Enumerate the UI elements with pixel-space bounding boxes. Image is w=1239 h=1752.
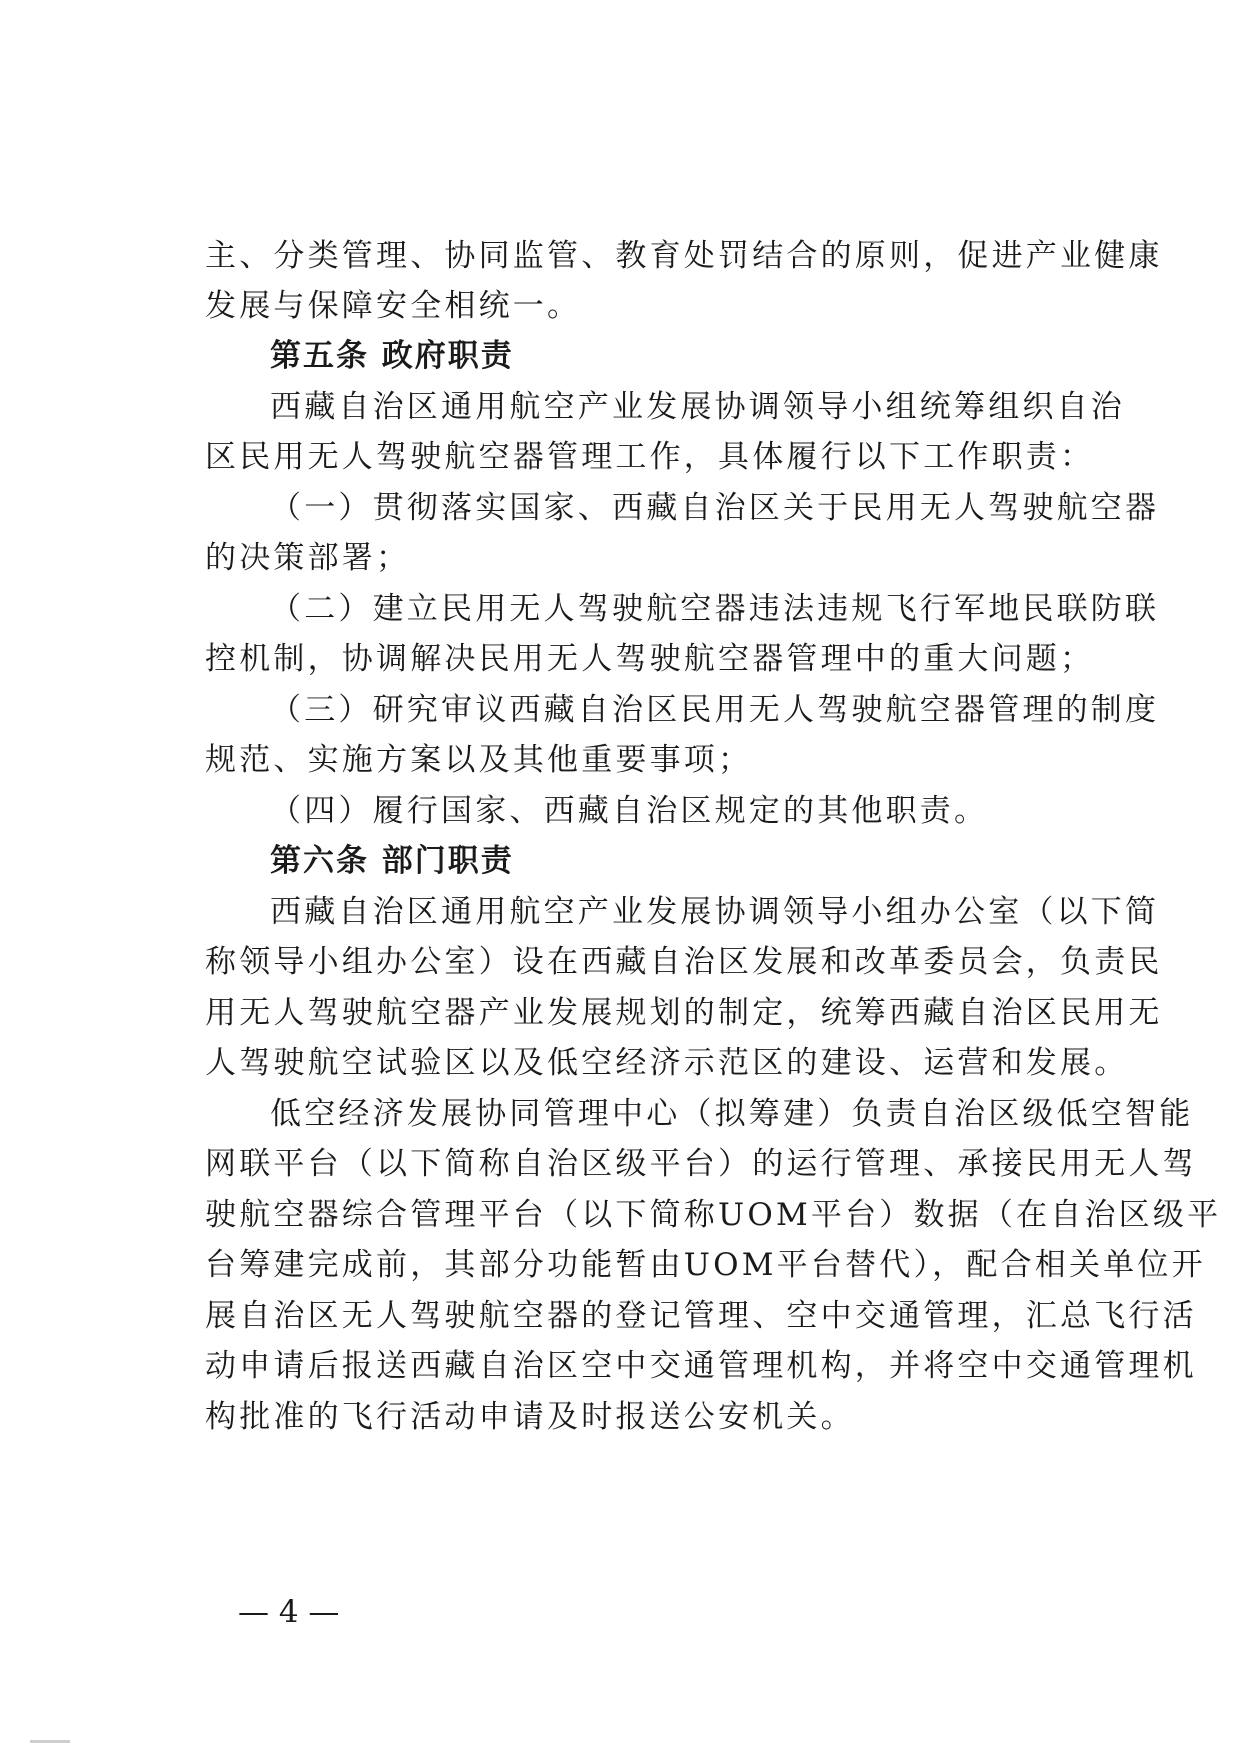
body-text-line: 西藏自治区通用航空产业发展协调领导小组统筹组织自治 xyxy=(270,389,1125,425)
body-text-line: 台筹建完成前，其部分功能暂由UOM平台替代），配合相关单位开 xyxy=(205,1247,1206,1283)
body-text-line: 展自治区无人驾驶航空器的登记管理、空中交通管理，汇总飞行活 xyxy=(205,1298,1197,1334)
body-text-line: 控机制，协调解决民用无人驾驶航空器管理中的重大问题； xyxy=(205,641,1095,677)
page-number: — 4 — xyxy=(238,1594,340,1630)
body-text-line: 网联平台（以下简称自治区级平台）的运行管理、承接民用无人驾 xyxy=(205,1146,1197,1182)
body-text-line: 人驾驶航空试验区以及低空经济示范区的建设、运营和发展。 xyxy=(205,1045,1129,1081)
body-text-line: 动申请后报送西藏自治区空中交通管理机构，并将空中交通管理机 xyxy=(205,1348,1197,1384)
body-text-line: 驶航空器综合管理平台（以下简称UOM平台）数据（在自治区级平 xyxy=(205,1197,1222,1233)
article-6-heading: 第六条 部门职责 xyxy=(270,843,514,879)
body-text-line: 的决策部署； xyxy=(205,540,411,576)
body-text-line: 构批准的飞行活动申请及时报送公安机关。 xyxy=(205,1399,855,1435)
list-item-4: （四）履行国家、西藏自治区规定的其他职责。 xyxy=(270,793,989,829)
body-text-line: 用无人驾驶航空器产业发展规划的制定，统筹西藏自治区民用无 xyxy=(205,995,1163,1031)
body-text-line: 区民用无人驾驶航空器管理工作，具体履行以下工作职责： xyxy=(205,439,1095,475)
list-item-1: （一）贯彻落实国家、西藏自治区关于民用无人驾驶航空器 xyxy=(270,490,1160,526)
body-text-line: 称领导小组办公室）设在西藏自治区发展和改革委员会，负责民 xyxy=(205,944,1163,980)
article-5-heading: 第五条 政府职责 xyxy=(270,338,514,374)
body-text-line: 主、分类管理、协同监管、教育处罚结合的原则，促进产业健康 xyxy=(205,238,1163,274)
list-item-2: （二）建立民用无人驾驶航空器违法违规飞行军地民联防联 xyxy=(270,591,1160,627)
scan-artifact xyxy=(30,1740,70,1743)
body-text-line: 规范、实施方案以及其他重要事项； xyxy=(205,742,753,778)
body-text-line: 发展与保障安全相统一。 xyxy=(205,288,582,324)
body-text-line: 低空经济发展协同管理中心（拟筹建）负责自治区级低空智能 xyxy=(270,1096,1194,1132)
list-item-3: （三）研究审议西藏自治区民用无人驾驶航空器管理的制度 xyxy=(270,692,1160,728)
body-text-line: 西藏自治区通用航空产业发展协调领导小组办公室（以下简 xyxy=(270,894,1160,930)
